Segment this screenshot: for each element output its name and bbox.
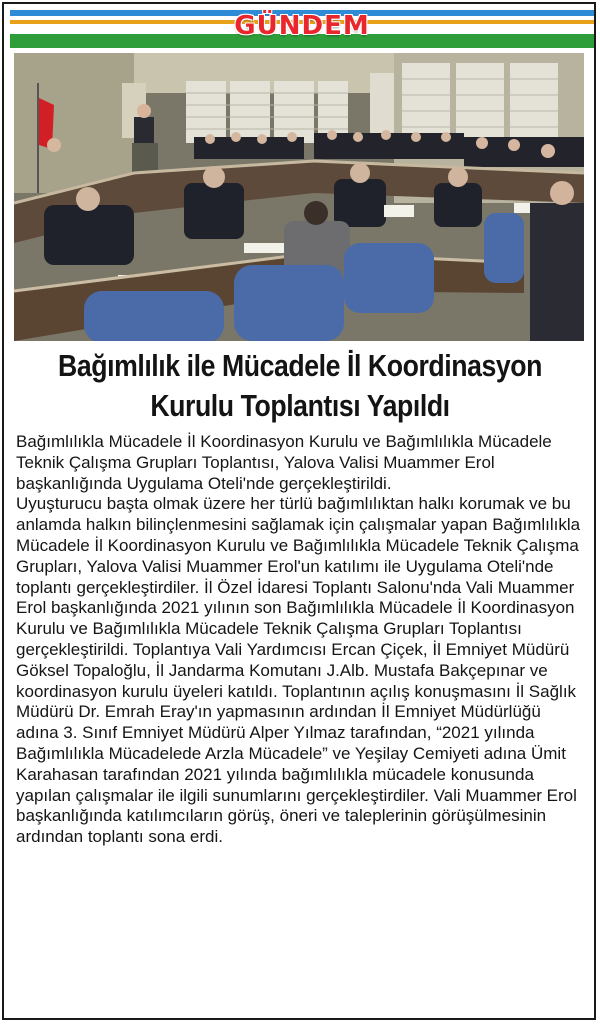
paragraph: Bağımlılıkla Mücadele İl Koordinasyon Kurulu ve Bağımlılıkla Mücadele Teknik Çalışma Grupları Toplantısı, Yalova Valisi Muammer Erol başkanlığında Uygulama Oteli'nde gerçekleştirildi. [16,432,552,493]
meeting-room-photo [14,53,584,341]
headline-line-1: Bağımlılık ile Mücadele İl Koordinasyon [58,348,542,383]
paragraph: Uyuşturucu başta olmak üzere her türlü bağımlılıktan halkı korumak ve bu anlamda halkın bilinçlenmesini sağlamak için çalışmalar yapan Bağımlılıkla Mücadele İl Koordinasyon Kurulu ve Bağımlılıkla Mücadele Teknik Çalışma Grupları, Yalova Valisi Muammer Erol'un katılımı ile Uygulama Oteli'nde toplantı gerçekleştirdiler. İl Özel İdaresi Toplantı Salonu'nda Vali Muammer Erol başkanlığında 2021 yılının son Bağımlılıkla Mücadele İl Koordinasyon Kurulu ve Bağımlılıkla Mücadele Teknik Çalışma Grupları Toplantısı gerçekleştirildi. Toplantıya Vali Yardımcısı Ercan Çiçek, İl Emniyet Müdürü Göksel Topaloğlu, İl Jandarma Komutanı J.Alb. Mustafa Bakçepınar ve koordinasyon kurulu üyeleri katıldı. Toplantının açılış konuşmasını İl Sağlık Müdürü Dr. Emrah Eray'ın yapmasının ardından İl Emniyet Müdürlüğü adına 3. Sınıf Emniyet Müdürü Alper Yılmaz tarafından, “2021 yılında Bağımlılıkla Mücadelede Arzla Mücadele” ve Yeşilay Cemiyeti adına Ümit Karahasan tarafından 2021 yılında bağımlılıkla mücadele konusunda yapılan çalışmalar ile ilgili sunumlarını gerçekleştirdiler. Vali Muammer Erol başkanlığında katılımcıların görüş, öneri ve taleplerinin görüşülmesinin ardından toplantı sona erdi. [16,494,581,847]
headline [47,346,553,426]
section-banner [10,10,594,48]
section-title: GÜNDEM [234,11,370,41]
headline-line-2: Kurulu Toplantısı Yapıldı [150,388,450,423]
article-body [16,432,588,848]
